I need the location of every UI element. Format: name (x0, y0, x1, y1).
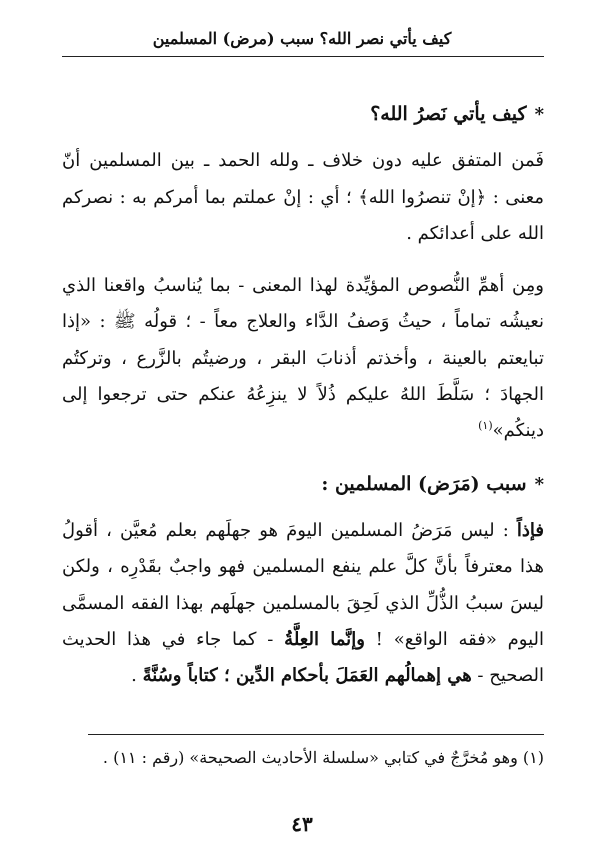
paragraph-1: فَمن المتفق عليه دون خلاف ـ ولله الحمد ـ بين المسلمين أنّ معنى : ﴿إنْ تنصرُوا الله﴾ ؛ أي : إنْ عملتم بما أمركم به : نصركم الله على أعدائكم . (62, 150, 544, 244)
section-heading-2-text: سبب (مَرَض) المسلمين : (321, 472, 527, 495)
paragraph-2 (62, 268, 544, 449)
paragraph-3 (62, 513, 544, 694)
spacer (62, 503, 544, 513)
paragraph-3-lead: فإذاً (516, 519, 544, 541)
spacer (62, 252, 544, 268)
asterisk-icon: * (534, 104, 544, 125)
page-number: ٤٣ (291, 812, 313, 836)
paragraph-3-text-a: : ليس مَرَضُ المسلمين اليومَ هو جهلَهم بعلم مُعيَّن ، أقولُ هذا معترفاً بأنَّ كلَّ علم ينفع المسلمين فهو واجبٌ بقَدْرِه ، ولكن ليسَ سببُ الذُّلِّ الذي لَحِقَ بالمسلمين جهلَهم بهذا الفقه المسمَّى اليوم «فقه الواقع» ! (62, 519, 545, 650)
running-head: كيف يأتي نصر الله؟ سبب (مرض) المسلمين (152, 29, 452, 48)
footnote-rule (88, 734, 544, 735)
section-heading-1-text: كيف يأتي نَصرُ الله؟ (370, 103, 527, 125)
footnote: (١) وهو مُخرَّجٌ في كتابي «سلسلة الأحاديث الصحيحة» (رقم : ١١) . (102, 748, 544, 767)
header-rule (62, 56, 544, 57)
spacer (62, 133, 544, 143)
spacer (62, 450, 544, 466)
paragraph-3-text-b: - كما جاء في هذا الحديث الصحيح - (62, 628, 544, 687)
section-heading-1 (62, 96, 544, 133)
footnote-reference: (١) (478, 419, 493, 433)
page-body (62, 96, 544, 694)
paragraph-3-emphasis-a: وإنَّما العِلَّةُ (284, 628, 365, 650)
paragraph-3-end: . (131, 665, 143, 687)
paragraph-3-emphasis-b: هي إهمالُهم العَمَلَ بأحكام الدِّين ؛ كتاباً وسُنَّةً (142, 665, 472, 687)
paragraph-2-text: ومِن أهمِّ النُّصوص المؤيِّدة لهذا المعنى - بما يُناسبُ واقعنا الذي نعيشُه تماماً ، حيثُ وَصفُ الدَّاء والعلاج معاً - ؛ قولُه ﷺ : «إذا تبايعتم بالعينة ، وأخذتم أذنابَ البقر ، ورضيتُم بالزَّرع ، وتركتُم الجهادَ ؛ سَلَّطَ اللهُ عليكم ذُلاً لا ينزِعُهُ عنكم حتى ترجعوا إلى دينكُم» (62, 275, 544, 442)
section-heading-2 (62, 466, 544, 503)
asterisk-icon: * (534, 473, 544, 495)
